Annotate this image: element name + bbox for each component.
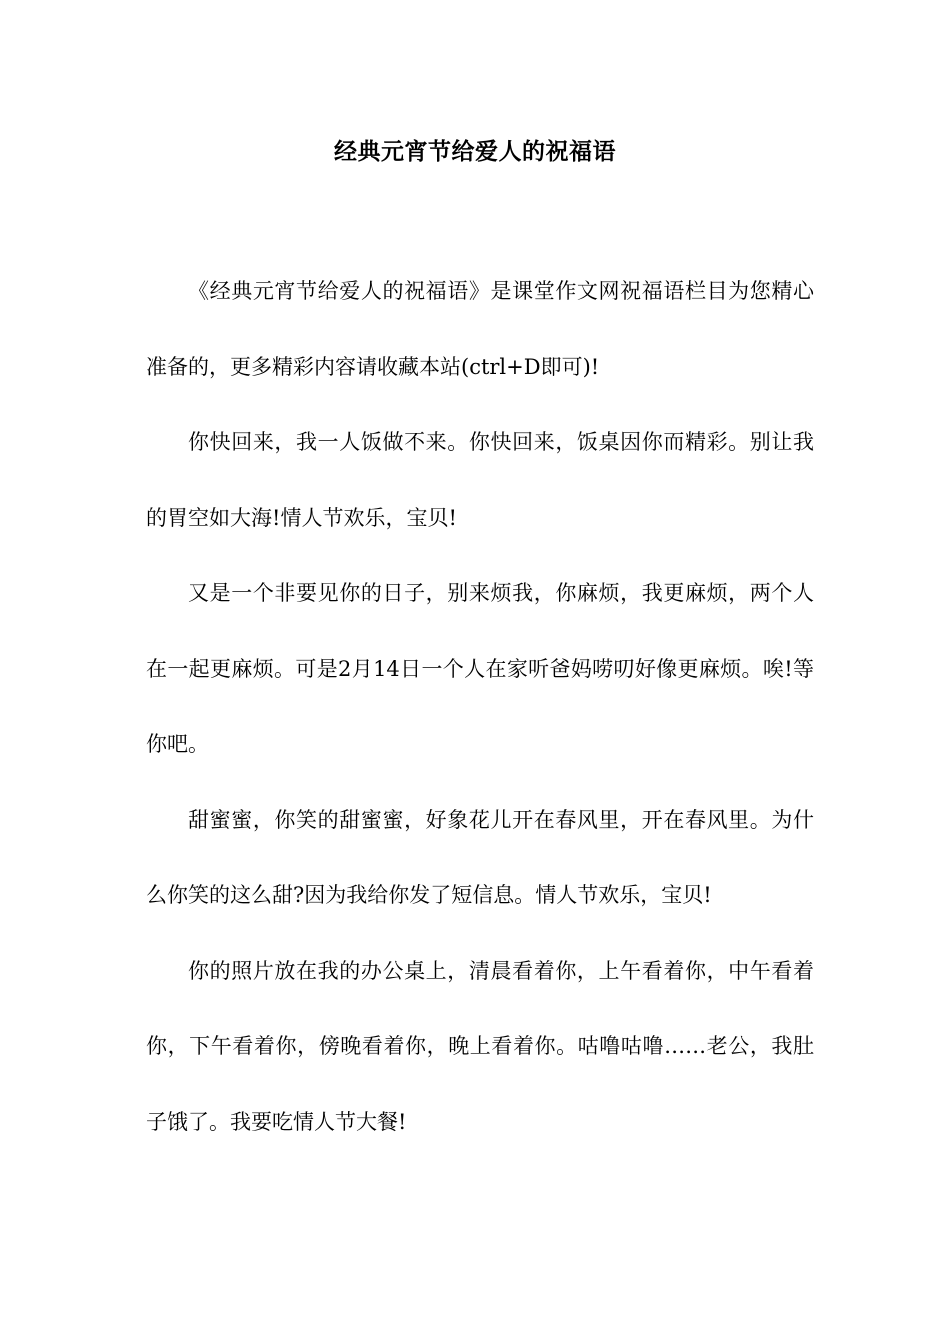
paragraph-2: 又是一个非要见你的日子，别来烦我，你麻烦，我更麻烦，两个人在一起更麻烦。可是2月14日一个人在家听爸妈唠叨好像更麻烦。唉!等你吧。: [146, 581, 814, 756]
paragraph-3: 甜蜜蜜，你笑的甜蜜蜜，好象花儿开在春风里，开在春风里。为什么你笑的这么甜?因为我给你发了短信息。情人节欢乐，宝贝!: [146, 807, 814, 907]
paragraph-4: 你的照片放在我的办公桌上，清晨看着你，上午看着你，中午看着你，下午看着你，傍晚看着你，晚上看着你。咕噜咕噜……老公，我肚子饿了。我要吃情人节大餐!: [146, 958, 814, 1134]
document-body: [146, 254, 814, 1160]
paragraph-1: 你快回来，我一人饭做不来。你快回来，饭桌因你而精彩。别让我的胃空如大海!情人节欢乐，宝贝!: [146, 430, 814, 530]
paragraph-intro: 《经典元宵节给爱人的祝福语》是课堂作文网祝福语栏目为您精心准备的，更多精彩内容请收藏本站(ctrl+D即可)!: [146, 279, 814, 379]
document-title: 经典元宵节给爱人的祝福语: [334, 139, 616, 165]
